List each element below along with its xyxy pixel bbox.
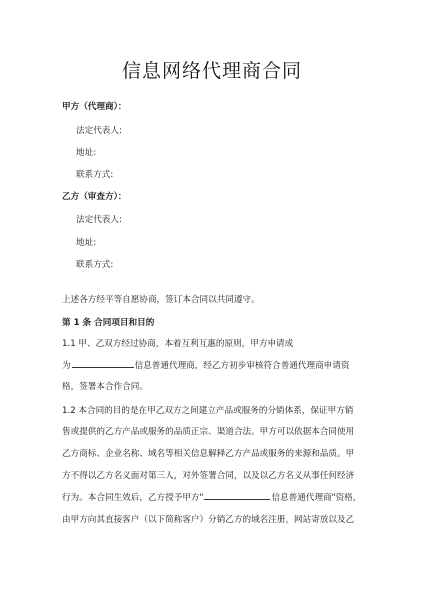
party-a-rep-label: 法定代表人: [76, 126, 122, 136]
party-b-address-label: 地址: [76, 238, 97, 248]
clause-1-1-line-2-prefix: 为 [62, 361, 71, 371]
clause-1-2-line-5 [62, 491, 361, 503]
clause-1-2-line-5-prefix: 行为。本合同生效后，乙方授予甲方" [62, 493, 204, 503]
party-a-contact-label: 联系方式: [76, 170, 114, 180]
article-1-heading: 第 1 条 合同项目和目的 [62, 318, 155, 328]
agent-qualification-blank [204, 491, 270, 500]
party-a-heading: 甲方（代理商）： [62, 102, 127, 112]
document-title: 信息网络代理商合同 [121, 60, 302, 82]
party-b-heading: 乙方（审查方）： [62, 192, 127, 202]
clause-1-2-line-4: 方不得以乙方名义面对第三人，对外签署合同，以及以乙方名义从事任何经济 [62, 471, 355, 481]
party-a-address-label: 地址: [76, 148, 97, 158]
clause-1-2-line-2: 售或提供的乙方产品或服务的品质正宗、渠道合法。甲方可以依据本合同使用 [62, 427, 355, 437]
clause-1-2-line-3: 乙方商标、企业名称、域名等相关信息解释乙方产品或服务的来源和品质。甲 [62, 449, 355, 459]
party-b-contact-label: 联系方式: [76, 260, 114, 270]
clause-1-2-line-5-suffix: 信息普通代理商"资格， [271, 493, 362, 503]
clause-1-1-line-1: 1.1 甲、乙双方经过协商，本着互利互惠的原则，甲方申请成 [62, 339, 294, 349]
party-b-rep-label: 法定代表人: [76, 215, 122, 225]
clause-1-2-line-1: 1.2 本合同的目的是在甲乙双方之间建立产品或服务的分销体系，保证甲方销 [62, 406, 354, 416]
clause-1-1-line-2 [62, 359, 349, 371]
intro-paragraph: 上述各方经平等自愿协商，签订本合同以共同遵守。 [62, 295, 260, 305]
agent-name-blank [72, 359, 134, 368]
clause-1-1-line-2-suffix: 信息普通代理商，经乙方初步审核符合普通代理商申请资 [134, 361, 350, 371]
clause-1-2-line-6: 由甲方向其直接客户（以下简称客户）分销乙方的域名注册，网站寄放以及乙 [62, 515, 355, 525]
clause-1-1-line-3: 格，签署本合作合同。 [62, 382, 148, 392]
